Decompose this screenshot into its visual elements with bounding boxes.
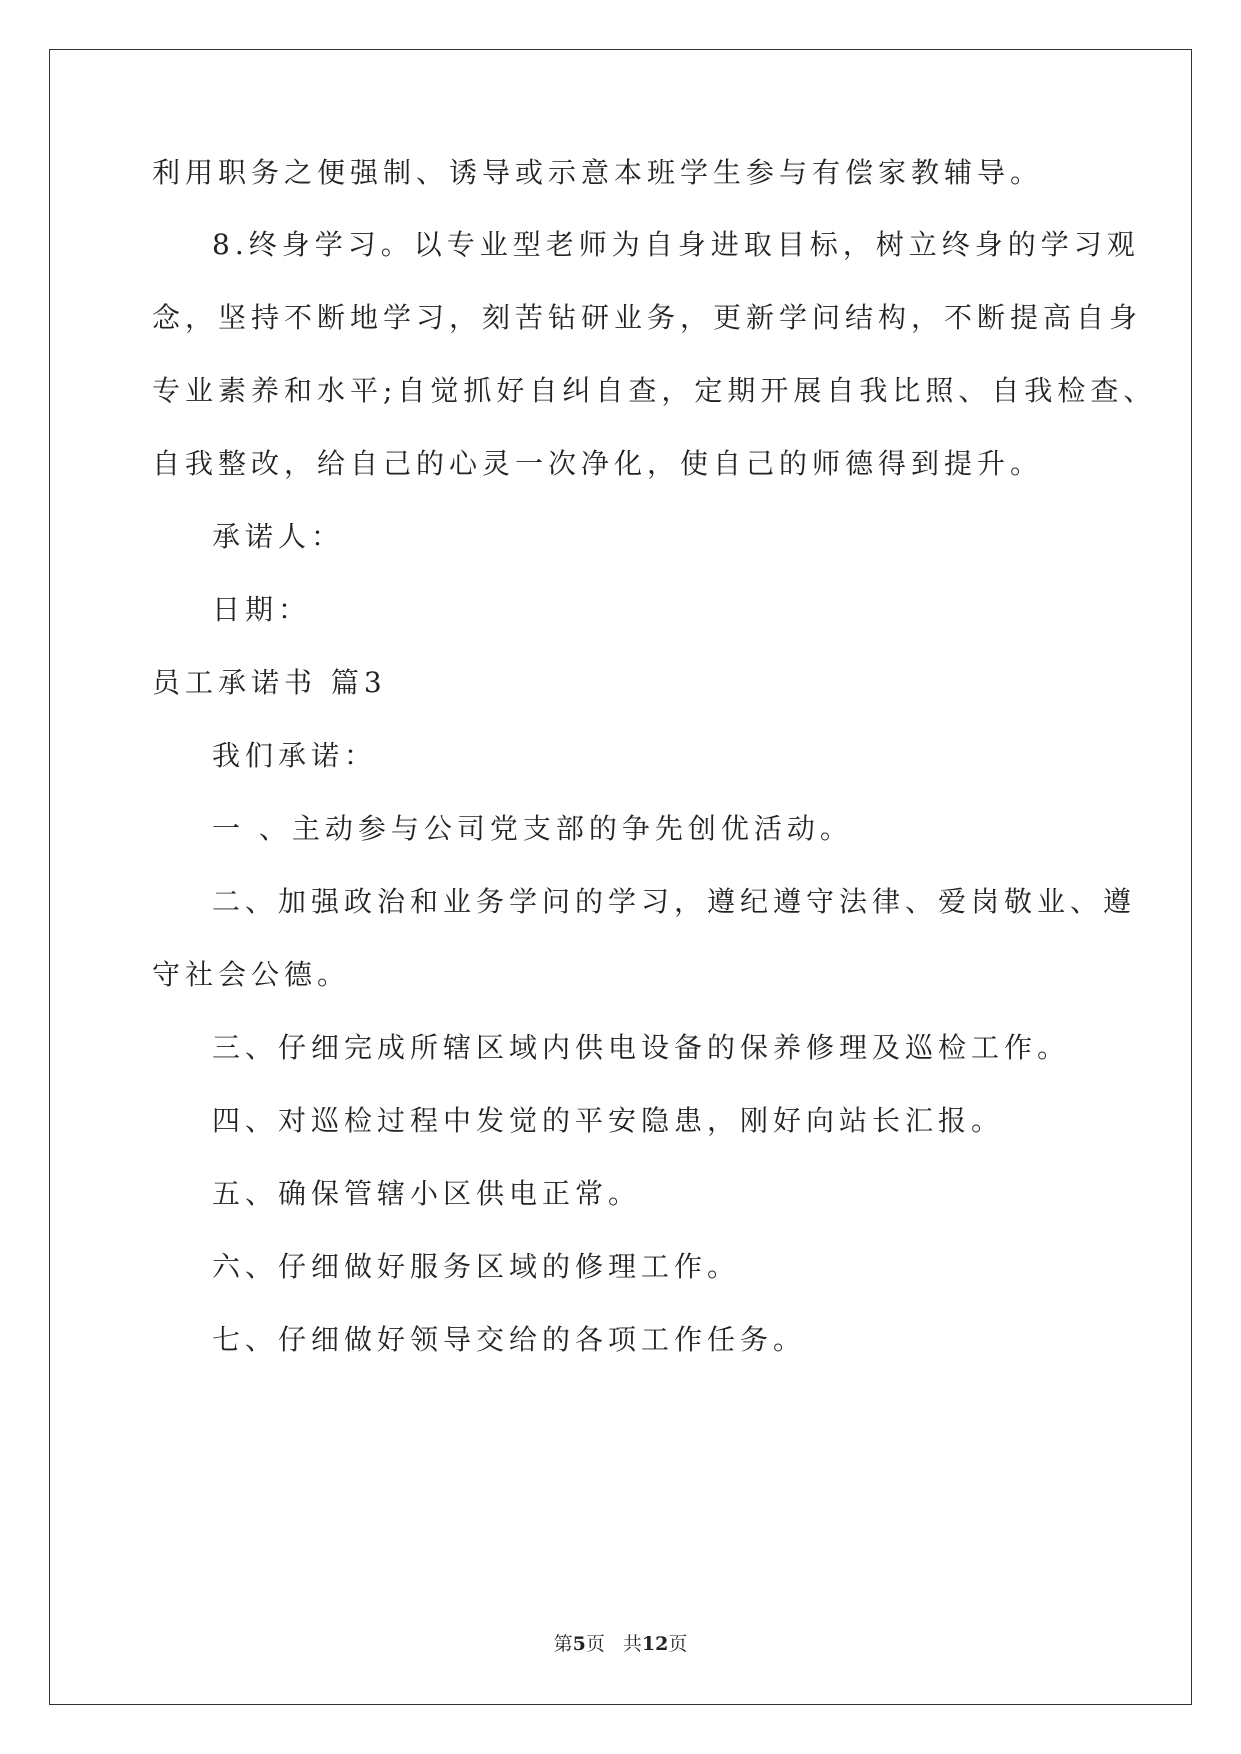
pledge-item-3: 三、仔细完成所辖区域内供电设备的保养修理及巡检工作。	[212, 1031, 1071, 1064]
footer-total-suffix: 页	[668, 1633, 688, 1655]
pledge-intro: 我们承诺：	[212, 739, 378, 772]
body-line-1: 利用职务之便强制、诱导或示意本班学生参与有偿家教辅导。	[152, 156, 1044, 189]
footer-page-suffix: 页	[585, 1633, 605, 1655]
footer-page-current: 5	[572, 1633, 586, 1655]
body-line-3: 念，坚持不断地学习，刻苦钻研业务，更新学问结构，不断提高自身	[152, 301, 1143, 334]
date-label: 日期：	[212, 593, 312, 626]
pledge-item-2-cont: 守社会公德。	[152, 958, 351, 991]
pledge-item-1: 一 、主动参与公司党支部的争先创优活动。	[212, 812, 853, 845]
signer-label: 承诺人：	[212, 520, 345, 553]
page-footer	[0, 1632, 1241, 1656]
pledge-item-6: 六、仔细做好服务区域的修理工作。	[212, 1250, 741, 1283]
page-border	[49, 49, 1192, 1705]
footer-page-total: 12	[641, 1633, 669, 1655]
body-line-4: 专业素养和水平;自觉抓好自纠自查，定期开展自我比照、自我检查、	[152, 374, 1157, 407]
footer-page-prefix: 第	[553, 1633, 573, 1655]
pledge-item-2: 二、加强政治和业务学问的学习，遵纪遵守法律、爱岗敬业、遵	[212, 885, 1137, 918]
pledge-item-4: 四、对巡检过程中发觉的平安隐患，刚好向站长汇报。	[212, 1104, 1005, 1137]
pledge-item-5: 五、确保管辖小区供电正常。	[212, 1177, 642, 1210]
body-line-5: 自我整改，给自己的心灵一次净化，使自己的师德得到提升。	[152, 447, 1044, 480]
pledge-item-7: 七、仔细做好领导交给的各项工作任务。	[212, 1323, 807, 1356]
body-line-2: 8.终身学习。以专业型老师为自身进取目标，树立终身的学习观	[212, 228, 1140, 261]
section-heading: 员工承诺书 篇3	[152, 666, 387, 699]
footer-total-prefix: 共	[622, 1633, 642, 1655]
